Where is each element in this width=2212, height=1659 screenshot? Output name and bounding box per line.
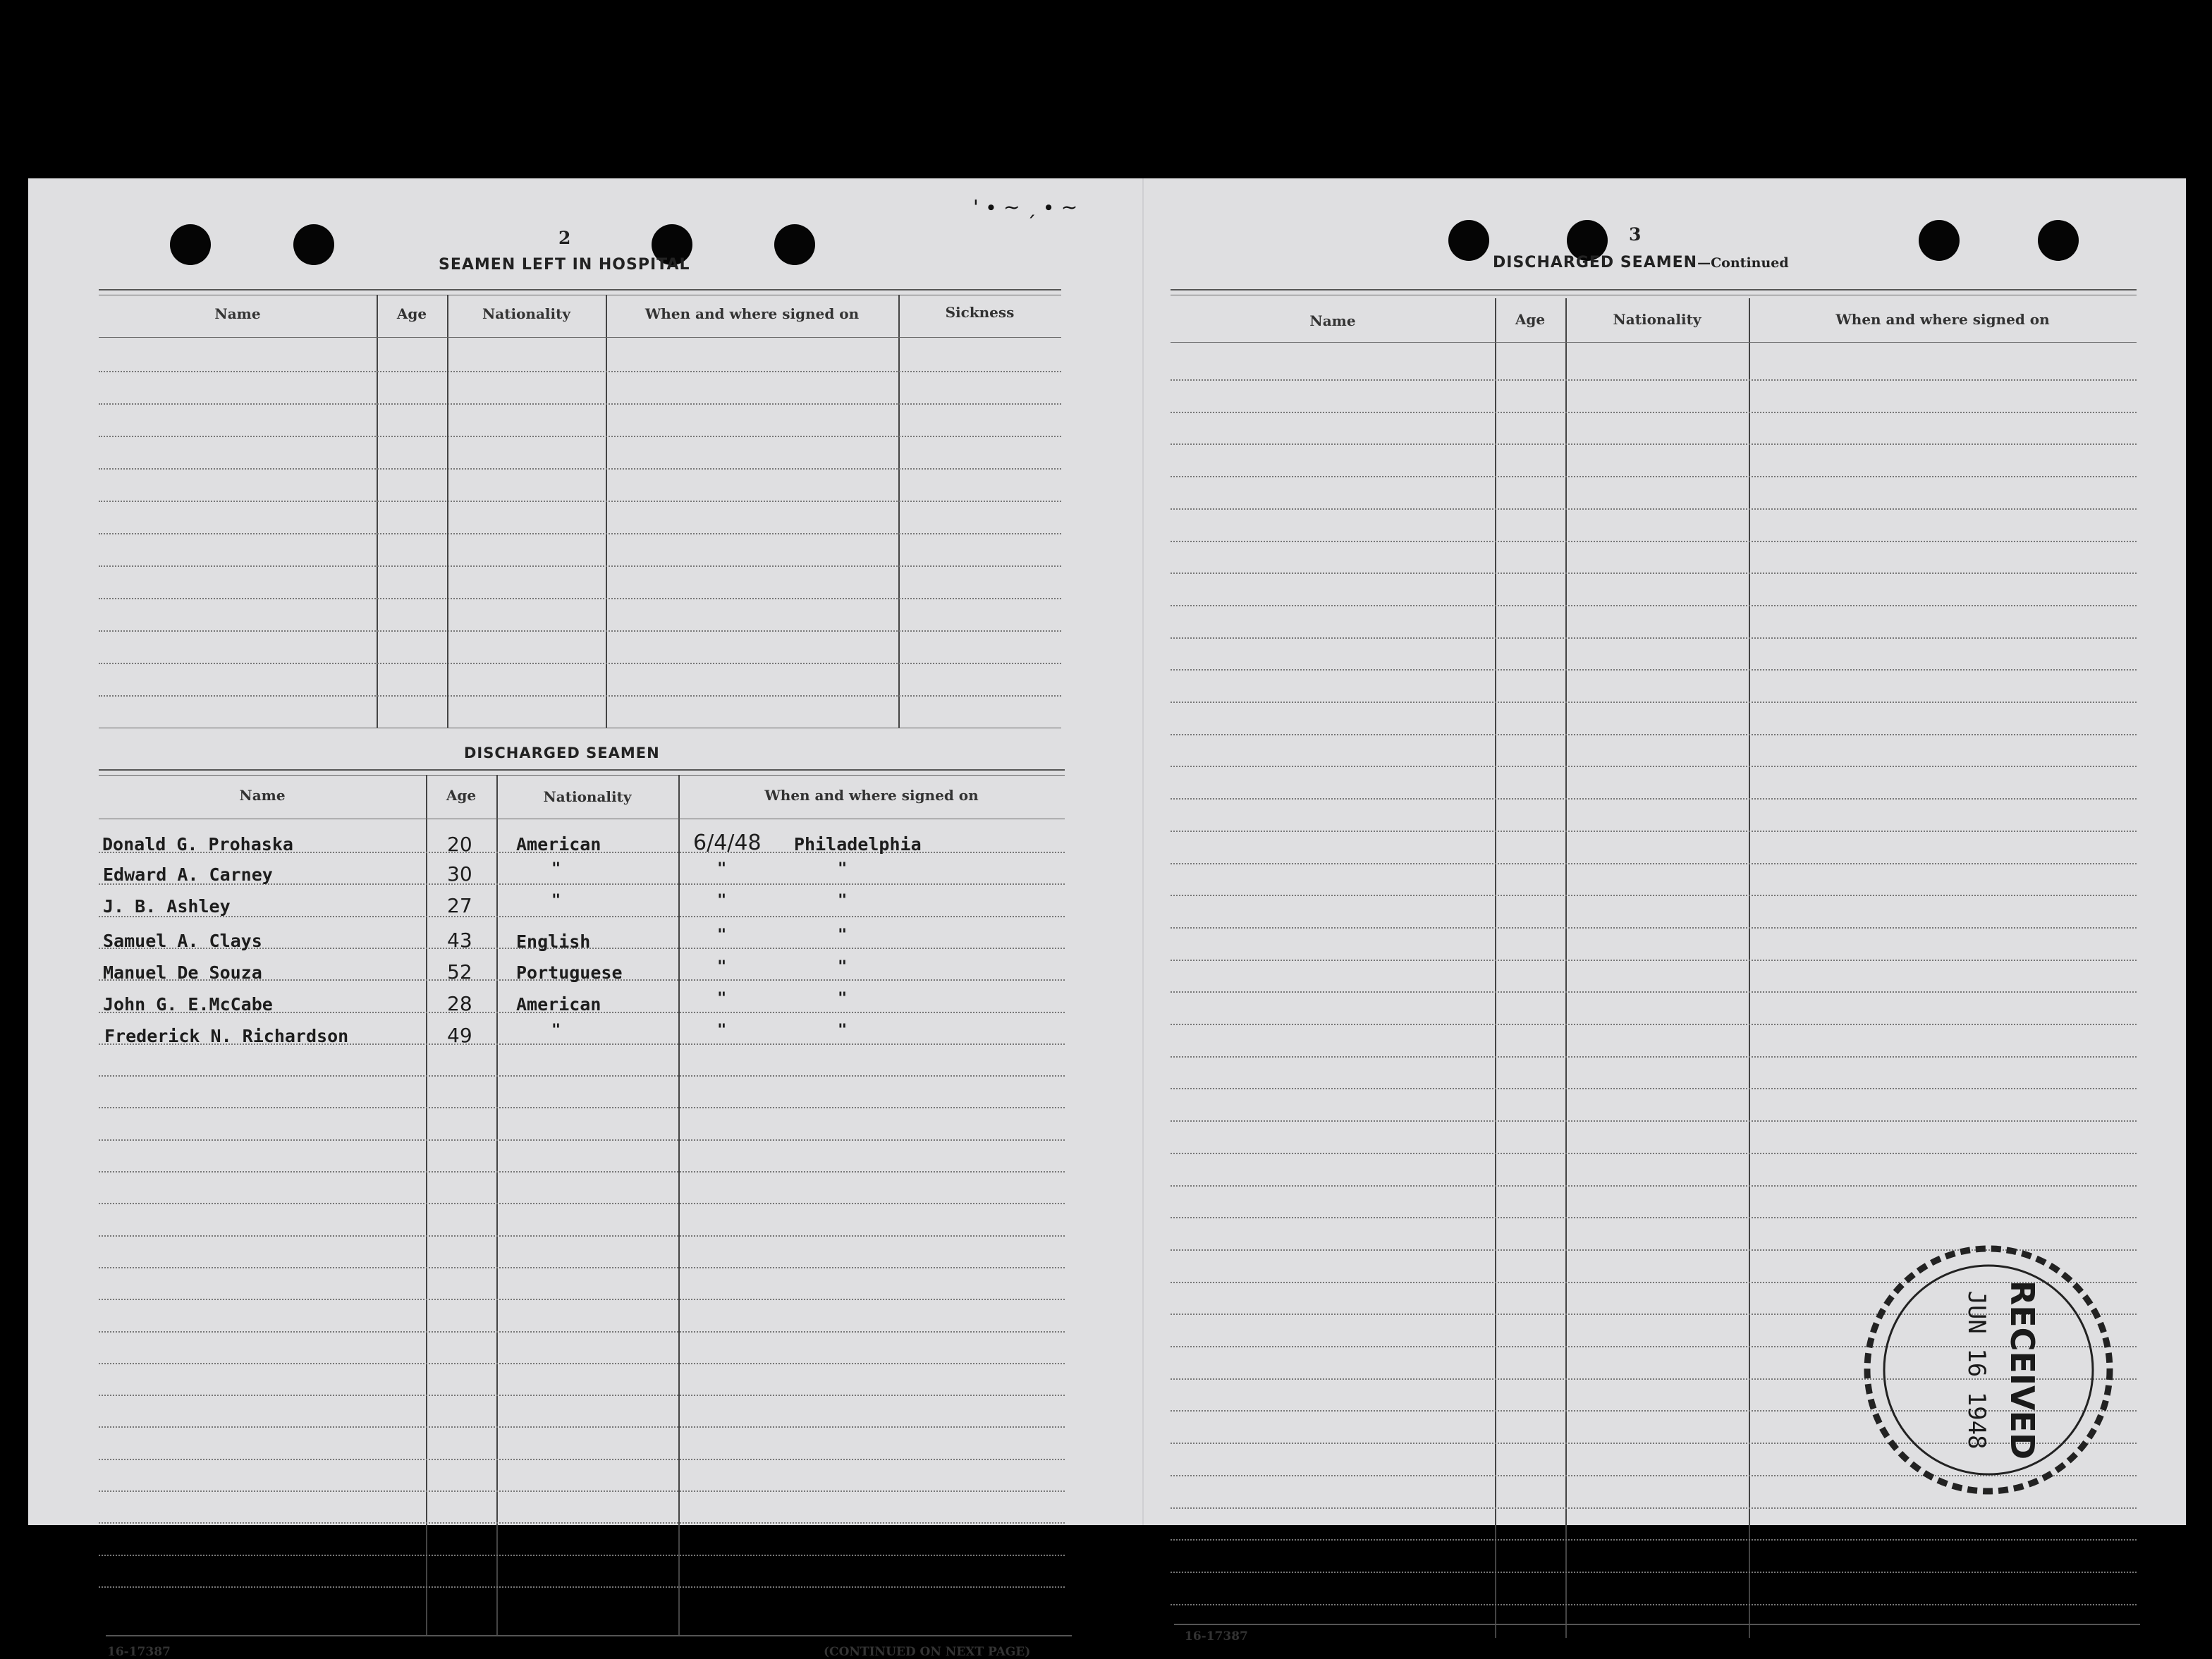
row-line	[1171, 1217, 2137, 1218]
seaman-name: Manuel De Souza	[103, 962, 262, 983]
seaman-name: J. B. Ashley	[103, 896, 231, 917]
row-line	[99, 1171, 1065, 1173]
row-line	[99, 695, 1061, 697]
row-line	[1171, 476, 2137, 477]
row-line	[1171, 960, 2137, 961]
signed-on-date: 6/4/48	[693, 831, 762, 855]
seaman-nationality: Portuguese	[516, 962, 623, 983]
row-line	[99, 1299, 1065, 1300]
row-line	[1171, 605, 2137, 606]
seaman-age: 52	[447, 960, 472, 984]
column-divider	[678, 775, 680, 1635]
signed-on-place: Philadelphia	[794, 834, 922, 855]
row-line	[99, 565, 1061, 567]
row-line	[99, 663, 1061, 664]
column-header-nationality: Nationality	[482, 305, 570, 322]
row-line	[1171, 508, 2137, 510]
ditto-mark: "	[551, 892, 561, 910]
title-suffix: —Continued	[1697, 255, 1789, 271]
row-line	[1171, 991, 2137, 993]
row-line	[1171, 1153, 2137, 1154]
ditto-mark: "	[838, 860, 848, 878]
row-line	[99, 1203, 1065, 1204]
page-number: 3	[1629, 224, 1642, 245]
row-line	[1171, 1539, 2137, 1541]
seaman-age: 28	[447, 992, 472, 1015]
ditto-mark: "	[838, 1022, 848, 1039]
row-line	[99, 630, 1061, 632]
table-rule	[106, 1635, 1072, 1636]
row-line	[99, 1107, 1065, 1108]
column-header-sickness: Sickness	[945, 304, 1015, 321]
form-number: 16-17387	[107, 1645, 171, 1659]
seaman-name: Edward A. Carney	[103, 864, 273, 885]
ditto-mark: "	[717, 926, 727, 944]
ditto-mark: "	[717, 958, 727, 976]
ditto-mark: "	[838, 892, 848, 910]
column-header-age: Age	[446, 787, 477, 804]
column-header-when-where: When and where signed on	[644, 305, 860, 322]
row-line	[99, 501, 1061, 502]
table-rule	[1174, 1624, 2140, 1625]
row-line	[1171, 443, 2137, 445]
row-line	[99, 1331, 1065, 1333]
discharged-section-title: DISCHARGED SEAMEN	[464, 745, 660, 761]
row-line	[99, 1395, 1065, 1396]
row-line	[1171, 541, 2137, 542]
row-line	[1171, 702, 2137, 703]
punch-hole	[774, 224, 815, 265]
ditto-mark: "	[838, 990, 848, 1008]
row-line	[99, 1075, 1065, 1077]
seaman-name: John G. E.McCabe	[103, 994, 273, 1015]
column-header-name: Name	[1309, 312, 1356, 329]
row-line	[99, 1426, 1065, 1428]
row-line	[1171, 1185, 2137, 1187]
table-rule	[99, 289, 1061, 290]
row-line	[99, 1235, 1065, 1237]
row-line	[99, 533, 1061, 534]
seaman-age: 20	[447, 833, 472, 856]
row-line	[99, 1459, 1065, 1460]
row-line	[1171, 1604, 2137, 1605]
punch-hole	[293, 224, 334, 265]
form-number: 16-17387	[1185, 1629, 1248, 1643]
seaman-age: 43	[447, 929, 472, 952]
pencil-mark: ' ∙ ~ ˏ ∙ ~	[973, 195, 1078, 219]
punch-hole	[170, 224, 211, 265]
ditto-mark: "	[551, 860, 561, 878]
title-main: DISCHARGED SEAMEN	[1493, 254, 1698, 271]
seaman-nationality: American	[516, 994, 601, 1015]
ditto-mark: "	[838, 958, 848, 976]
row-line	[99, 1139, 1065, 1141]
hospital-section-title: SEAMEN LEFT IN HOSPITAL	[439, 256, 690, 274]
ditto-mark: "	[717, 860, 727, 878]
seaman-name: Samuel A. Clays	[103, 931, 262, 951]
punch-hole	[2038, 220, 2079, 261]
seaman-age: 30	[447, 862, 472, 886]
row-line	[1171, 927, 2137, 929]
row-line	[99, 371, 1061, 372]
punch-hole	[1919, 220, 1960, 261]
ditto-mark: "	[717, 990, 727, 1008]
row-line	[1171, 1507, 2137, 1509]
page-fold	[1142, 178, 1144, 1525]
seaman-nationality: American	[516, 834, 601, 855]
ditto-mark: "	[551, 1022, 561, 1039]
row-line	[1171, 831, 2137, 832]
ditto-mark: "	[717, 892, 727, 910]
column-header-when-where: When and where signed on	[1835, 311, 2050, 328]
page-number: 2	[558, 228, 571, 248]
column-header-nationality: Nationality	[543, 788, 632, 805]
column-header-name: Name	[214, 305, 261, 322]
seaman-name: Donald G. Prohaska	[102, 834, 293, 855]
seaman-name: Frederick N. Richardson	[104, 1026, 349, 1046]
row-line	[99, 1490, 1065, 1492]
seaman-age: 49	[447, 1024, 472, 1047]
row-line	[99, 1267, 1065, 1268]
row-line	[1171, 863, 2137, 864]
row-line	[1171, 379, 2137, 381]
discharged-continued-title	[1493, 254, 1789, 271]
row-line	[1171, 895, 2137, 896]
column-header-name: Name	[239, 787, 286, 804]
row-line	[1171, 1088, 2137, 1089]
column-header-age: Age	[1515, 311, 1546, 328]
row-line	[99, 1363, 1065, 1364]
table-rule	[1171, 342, 2137, 343]
column-divider	[496, 775, 498, 1635]
table-rule	[99, 775, 1065, 776]
stamp-word: RECEIVED	[2003, 1280, 2041, 1460]
row-line	[1171, 1120, 2137, 1122]
seaman-age: 27	[447, 894, 472, 917]
row-line	[1171, 573, 2137, 574]
row-line	[1171, 734, 2137, 735]
row-line	[1171, 1056, 2137, 1058]
column-header-nationality: Nationality	[1613, 311, 1701, 328]
document-sheet	[28, 178, 2186, 1659]
row-line	[99, 916, 1065, 917]
row-line	[99, 403, 1061, 405]
stamp-date: JUN 16 1948	[1962, 1290, 1991, 1450]
received-stamp	[1854, 1236, 2122, 1504]
column-divider	[426, 775, 427, 1635]
row-line	[99, 1555, 1065, 1556]
table-rule	[99, 769, 1065, 771]
row-line	[1171, 1572, 2137, 1573]
column-divider	[1495, 298, 1496, 1638]
row-line	[1171, 637, 2137, 639]
row-line	[1171, 669, 2137, 671]
row-line	[1171, 798, 2137, 800]
column-header-when-where: When and where signed on	[764, 787, 979, 804]
seaman-nationality: English	[516, 931, 591, 952]
column-divider	[1565, 298, 1567, 1638]
ditto-mark: "	[838, 926, 848, 944]
row-line	[99, 1522, 1065, 1524]
column-divider	[1749, 298, 1750, 1638]
row-line	[99, 436, 1061, 437]
row-line	[99, 1586, 1065, 1588]
table-rule	[1171, 289, 2137, 290]
row-line	[99, 468, 1061, 470]
table-rule	[99, 337, 1061, 338]
continued-note: (CONTINUED ON NEXT PAGE)	[824, 1645, 1031, 1659]
column-header-age: Age	[396, 305, 427, 322]
row-line	[1171, 412, 2137, 413]
row-line	[99, 598, 1061, 599]
row-line	[1171, 766, 2137, 767]
punch-hole	[1448, 220, 1489, 261]
row-line	[1171, 1024, 2137, 1025]
ditto-mark: "	[717, 1022, 727, 1039]
